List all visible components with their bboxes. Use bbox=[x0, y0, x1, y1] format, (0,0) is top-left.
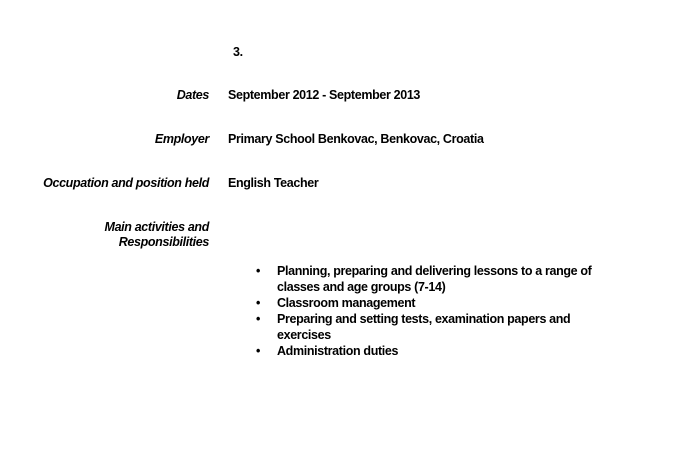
bullet-icon: • bbox=[256, 296, 261, 310]
list-item bbox=[256, 263, 616, 295]
bullet-icon: • bbox=[256, 264, 261, 278]
occupation-label: Occupation and position held bbox=[43, 176, 209, 190]
list-item bbox=[256, 311, 616, 343]
dates-value: September 2012 - September 2013 bbox=[228, 88, 421, 102]
activities-label-line2: Responsibilities bbox=[118, 235, 209, 249]
employer-value: Primary School Benkovac, Benkovac, Croatia bbox=[228, 132, 484, 146]
entry-number: 3. bbox=[233, 45, 243, 59]
list-item-text: Administration duties bbox=[277, 344, 399, 358]
activities-label-line1: Main activities and bbox=[104, 220, 209, 234]
activities-list bbox=[256, 263, 616, 359]
list-item bbox=[256, 343, 616, 359]
activities-label bbox=[105, 220, 210, 250]
list-item-text: Preparing and setting tests, examination papers and exercises bbox=[277, 312, 571, 342]
occupation-value: English Teacher bbox=[228, 176, 319, 190]
bullet-icon: • bbox=[256, 312, 261, 326]
dates-label: Dates bbox=[176, 88, 209, 102]
bullet-icon: • bbox=[256, 344, 261, 358]
list-item-text: Classroom management bbox=[277, 296, 416, 310]
employer-label: Employer bbox=[154, 132, 209, 146]
list-item bbox=[256, 295, 616, 311]
list-item-text: Planning, preparing and delivering lessons to a range of classes and age groups (7-14) bbox=[277, 264, 592, 294]
